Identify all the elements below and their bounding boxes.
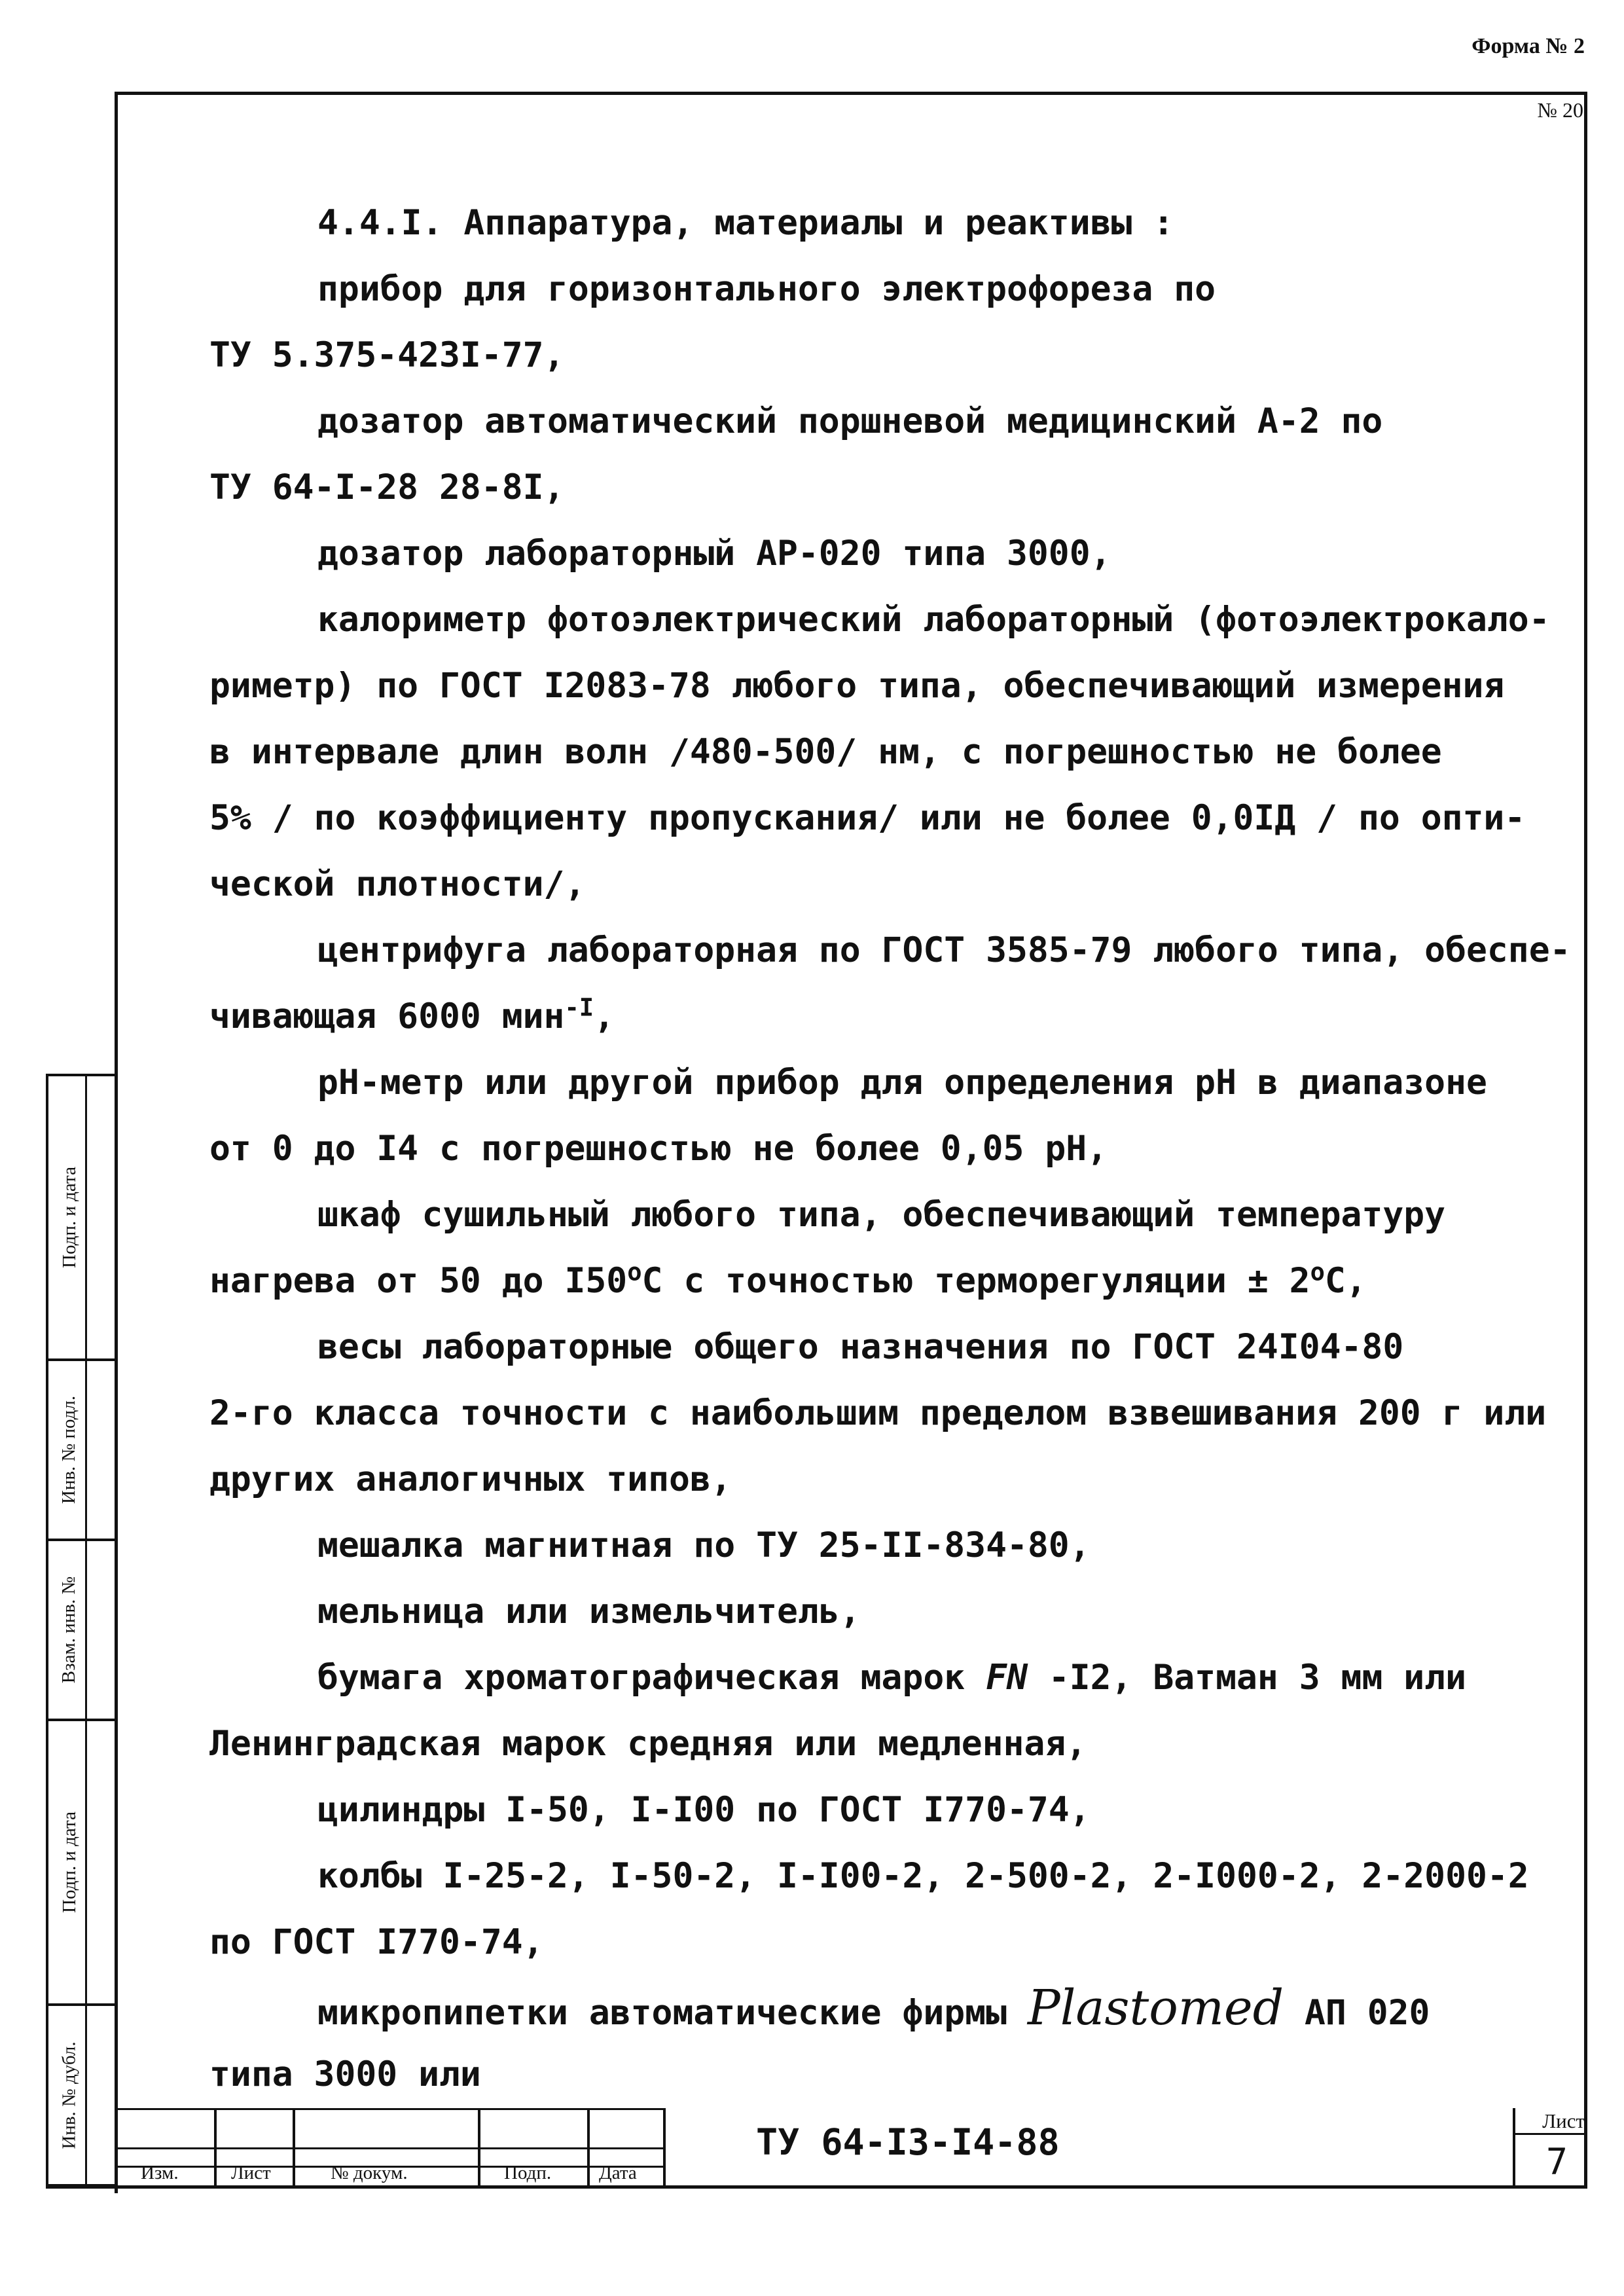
divider [214, 2108, 217, 2187]
superscript: о [627, 1258, 642, 1286]
text-line: рН-метр или другой прибор для определения рН в диапазоне [317, 1063, 1487, 1102]
text-fragment: -I2, Ватман 3 мм или [1027, 1658, 1466, 1698]
text-line: весы лабораторные общего назначения по ГОСТ 24I04-80 [317, 1327, 1404, 1367]
col-data: Дата [599, 2162, 637, 2183]
side-label: Подп. и дата [58, 1812, 80, 1913]
text-line: мешалка магнитная по ТУ 25-II-834-80, [317, 1525, 1091, 1565]
text-fragment: С, [1324, 1261, 1367, 1301]
text-fragment: микропипетки автоматические фирмы [317, 1993, 1028, 2033]
text-line: колбы I-25-2, I-50-2, I-I00-2, 2-500-2, 2-I000-2, 2-2000-2 [317, 1856, 1529, 1896]
superscript: -I [564, 993, 594, 1022]
superscript: о [1310, 1258, 1325, 1286]
col-list: Лист [231, 2162, 271, 2183]
side-cell-inv-podl [46, 1358, 115, 1539]
side-label: Взам. инв. № [58, 1576, 80, 1684]
text-line: дозатор автоматический поршневой медицинский А-2 по [317, 401, 1383, 441]
col-podp: Подп. [504, 2162, 552, 2183]
side-cell-podp-data-1 [46, 1074, 115, 1358]
text-fragment: , [594, 996, 615, 1036]
frame-left-border [115, 92, 118, 2193]
title-block [115, 2108, 1587, 2187]
text-fragment: нагрева от 50 до I50 [209, 1261, 628, 1301]
text-line: шкаф сушильный любого типа, обеспечивающий температуру [317, 1195, 1446, 1235]
side-cell-vzam-inv [46, 1539, 115, 1719]
text-line [209, 1645, 1558, 1711]
col-n-dokum: № докум. [331, 2162, 408, 2183]
text-line: дозатор лабораторный АР-020 типа 3000, [317, 534, 1111, 574]
handwritten-fn: FN [986, 1658, 1028, 1698]
divider [115, 2108, 664, 2110]
text-line: в интервале длин волн /480-500/ нм, с погрешностью не более [209, 732, 1442, 772]
side-label: Инв. № подл. [58, 1395, 80, 1504]
text-line [209, 1975, 1558, 2041]
text-line: ТУ 5.375-423I-77, [209, 335, 565, 375]
text-line: ческой плотности/, [209, 864, 586, 904]
text-line: центрифуга лабораторная по ГОСТ 3585-79 любого типа, обеспе- [317, 930, 1571, 970]
document-body [209, 190, 1571, 2107]
text-fragment: чивающая 6000 мин [209, 996, 565, 1036]
text-line: от 0 до I4 с погрешностью не более 0,05 рН, [209, 1129, 1108, 1169]
sheet-number: 7 [1545, 2141, 1568, 2183]
divider [663, 2108, 666, 2187]
text-line: прибор для горизонтального электрофореза по [317, 269, 1216, 309]
text-fragment: бумага хроматографическая марок [317, 1658, 986, 1698]
divider [115, 2147, 664, 2149]
form-number-label: Форма № 2 [1471, 34, 1585, 58]
text-line: калориметр фотоэлектрический лабораторный (фотоэлектрокало- [317, 600, 1550, 640]
side-cell-podp-data-2 [46, 1719, 115, 2003]
handwritten-plastomed: Plastomed [1027, 1980, 1284, 2036]
text-line: 5% / по коэффициенту пропускания/ или не более 0,0IД / по опти- [209, 798, 1526, 838]
text-fragment: АП 020 [1284, 1993, 1430, 2033]
text-fragment: С с точностью терморегуляции ± 2 [641, 1261, 1310, 1301]
sheet-label: Лист [1542, 2109, 1585, 2132]
text-line [209, 983, 1558, 1049]
divider [293, 2108, 295, 2187]
side-cell-inv-dubl [46, 2003, 115, 2187]
text-line: Ленинградская марок средняя или медленная, [209, 1724, 1087, 1764]
text-line: ТУ 64-I-28 28-8I, [209, 467, 565, 507]
text-line: 2-го класса точности с наибольшим пределом взвешивания 200 г или [209, 1393, 1547, 1433]
text-line: типа 3000 или [209, 2054, 481, 2094]
divider [587, 2108, 590, 2187]
section-heading: 4.4.I. Аппаратура, материалы и реактивы : [317, 203, 1174, 243]
text-line: риметр) по ГОСТ I2083-78 любого типа, обеспечивающий измерения [209, 666, 1505, 706]
sheet-cell [1513, 2108, 1587, 2187]
document-code: ТУ 64-I3-I4-88 [756, 2121, 1060, 2163]
divider [478, 2108, 480, 2187]
side-label: Подп. и дата [58, 1167, 80, 1268]
side-label: Инв. № дубл. [58, 2041, 80, 2149]
page-number-20: № 20 [1537, 98, 1583, 122]
col-izm: Изм. [141, 2162, 179, 2183]
text-line: по ГОСТ I770-74, [209, 1922, 544, 1962]
text-line: других аналогичных типов, [209, 1459, 732, 1499]
text-line: мельница или измельчитель, [317, 1592, 861, 1631]
text-line: цилиндры I-50, I-I00 по ГОСТ I770-74, [317, 1790, 1091, 1830]
text-line [209, 1248, 1558, 1314]
divider [1515, 2133, 1587, 2135]
